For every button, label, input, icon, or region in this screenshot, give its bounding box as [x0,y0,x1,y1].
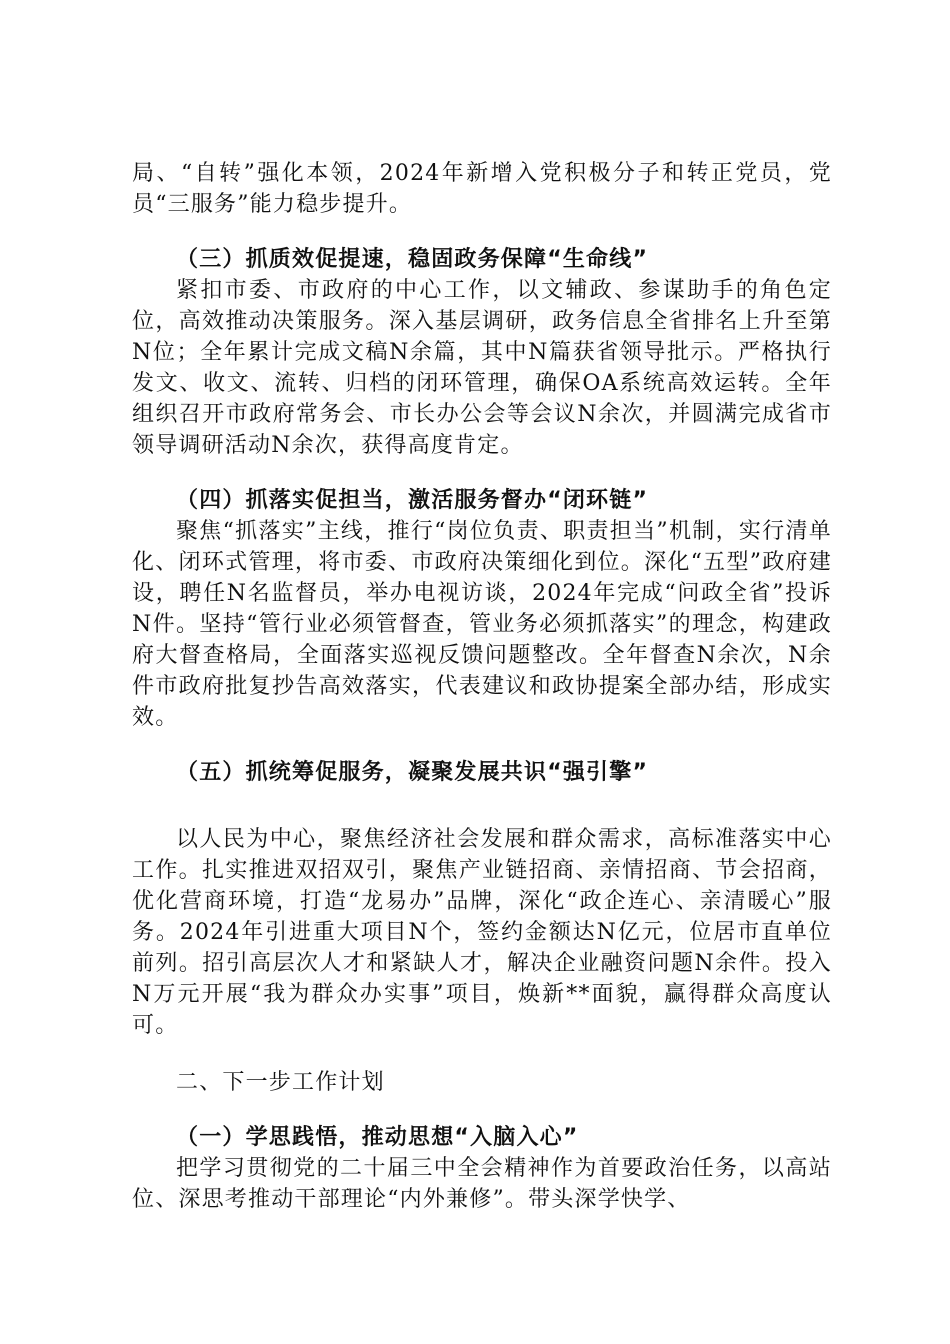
paragraph-section-4: 聚焦“抓落实”主线，推行“岗位负责、职责担当”机制，实行清单化、闭环式管理，将市委、市政府决策细化到位。深化“五型”政府建设，聘任N名监督员，举办电视访谈，2024年完成“问政全省”投诉N件。坚持“管行业必须管督查，管业务必须抓落实”的理念，构建政府大督查格局，全面落实巡视反馈问题整改。全年督查N余次，N余件市政府批复抄告高效落实，代表建议和政协提案全部办结，形成实效。 [132,519,832,730]
paragraph-section-3: 紧扣市委、市政府的中心工作，以文辅政、参谋助手的角色定位，高效推动决策服务。深入基层调研，政务信息全省排名上升至第N位；全年累计完成文稿N余篇，其中N篇获省领导批示。严格执行发文、收文、流转、归档的闭环管理，确保OA系统高效运转。全年组织召开市政府常务会、市长办公会等会议N余次，并圆满完成省市领导调研活动N余次，获得高度肯定。 [132,278,832,458]
heading-section-4: （四）抓落实促担当，激活服务督办“闭环链” [176,488,649,513]
heading-section-3: （三）抓质效促提速，稳固政务保障“生命线” [176,247,649,272]
paragraph-plan-1: 把学习贯彻党的二十届三中全会精神作为首要政治任务，以高站位、深思考推动干部理论“内外兼修”。带头深学快学、 [132,1156,832,1212]
heading-section-5: （五）抓统筹促服务，凝聚发展共识“强引擎” [176,760,649,785]
paragraph-section-5: 以人民为中心，聚焦经济社会发展和群众需求，高标准落实中心工作。扎实推进双招双引，聚焦产业链招商、亲情招商、节会招商，优化营商环境，打造“龙易办”品牌，深化“政企连心、亲清暖心”服务。2024年引进重大项目N个，签约金额达N亿元，位居市直单位前列。招引高层次人才和紧缺人才，解决企业融资问题N余件。投入N万元开展“我为群众办实事”项目，焕新**面貌，赢得群众高度认可。 [132,827,832,1038]
section-title-next-plan: 二、下一步工作计划 [176,1070,385,1095]
heading-plan-1: （一）学思践悟，推动思想“入脑入心” [176,1125,579,1150]
paragraph-continued: 局、“自转”强化本领，2024年新增入党积极分子和转正党员，党员“三服务”能力稳步提升。 [132,161,832,217]
document-body [132,158,832,1215]
